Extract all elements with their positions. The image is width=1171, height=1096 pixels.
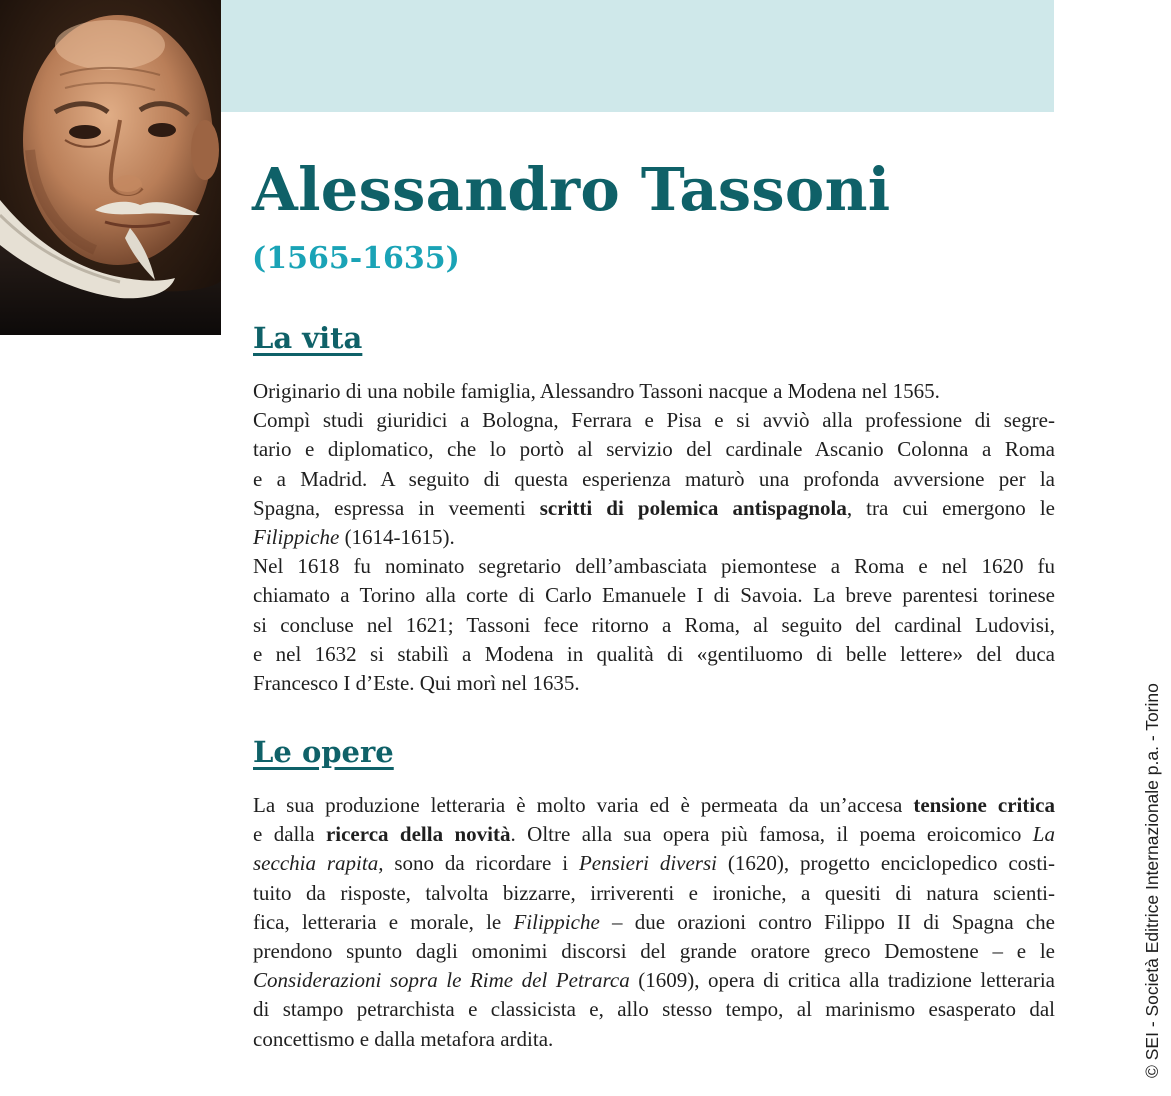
text-run: (1609), opera di critica alla tradizione letteraria — [629, 968, 1055, 993]
text-line — [253, 465, 1055, 494]
text-run: (1620), progetto enciclopedico costi- — [717, 851, 1056, 876]
italic-phrase: Pensieri diversi — [578, 851, 717, 876]
portrait-image — [0, 0, 221, 335]
italic-phrase: Considerazioni sopra le Rime del Petrarca — [253, 968, 630, 993]
text-run: si concluse nel 1621; Tassoni fece ritorno a Roma, al seguito del cardinal Ludovisi, — [253, 612, 1055, 637]
text-run: chiamato a Torino alla corte di Carlo Emanuele I di Savoia. La breve parentesi torinese — [253, 583, 1055, 608]
text-line — [253, 494, 1055, 523]
text-run: Originario di una nobile famiglia, Alessandro Tassoni nacque a Modena nel 1565. — [253, 379, 940, 403]
text-run: sono da ricordare i — [383, 851, 579, 876]
text-line — [253, 640, 1055, 669]
text-run: Compì studi giuridici a Bologna, Ferrara e Pisa e si avviò alla professione di segre- — [253, 408, 1055, 433]
text-line — [253, 523, 1055, 552]
text-run: Nel 1618 fu nominato segretario dell’ambasciata piemontese a Roma e nel 1620 fu — [253, 554, 1055, 579]
text-run: e dalla — [253, 822, 326, 847]
italic-phrase: secchia rapita, — [253, 851, 384, 876]
bold-phrase: ricerca della novità — [325, 822, 511, 847]
text-line — [253, 879, 1055, 908]
text-run: Spagna, espressa in veementi — [253, 495, 540, 520]
text-line — [253, 966, 1055, 995]
text-line — [253, 820, 1055, 849]
text-line — [253, 937, 1055, 966]
text-run: di stampo petrarchista e classicista e, allo stesso tempo, al marinismo esasperato dal — [253, 997, 1055, 1022]
text-line — [253, 552, 1055, 581]
text-run: fica, letteraria e morale, le — [253, 909, 514, 934]
text-line — [253, 611, 1055, 640]
text-line — [253, 581, 1055, 610]
text-run: – due orazioni contro Filippo II di Spagna che — [599, 909, 1055, 934]
text-line — [253, 908, 1055, 937]
text-run: tuito da risposte, talvolta bizzarre, irriverenti e ironiche, a quesiti di natura scienti- — [253, 880, 1055, 905]
header-band — [221, 0, 1054, 112]
italic-phrase: La — [1032, 822, 1055, 847]
text-run: concettismo e dalla metafora ardita. — [253, 1026, 554, 1051]
text-line — [253, 995, 1055, 1024]
text-run: Francesco I d’Este. Qui morì nel 1635. — [253, 671, 580, 696]
text-run: . Oltre alla sua opera più famosa, il poema eroicomico — [510, 822, 1033, 847]
text-line — [253, 406, 1055, 435]
text-run: e a Madrid. A seguito di questa esperienza maturò una profonda avversione per la — [253, 466, 1055, 491]
text-line — [253, 849, 1055, 878]
section-heading-vita: La vita — [253, 321, 363, 355]
text-run: prendono spunto dagli omonimi discorsi del grande oratore greco Demostene – e le — [253, 939, 1055, 964]
vita-text — [253, 377, 1055, 698]
bold-phrase: tensione critica — [913, 793, 1055, 817]
text-run: tario e diplomatico, che lo portò al servizio del cardinale Ascanio Colonna a Roma — [253, 437, 1055, 462]
text-line — [253, 377, 1055, 406]
text-line — [253, 435, 1055, 464]
life-dates: (1565-1635) — [252, 241, 460, 276]
text-run: , tra cui emergono le — [846, 495, 1056, 520]
text-run: (1614-1615). — [339, 525, 455, 550]
italic-phrase: Filippiche — [513, 909, 600, 934]
text-run: e nel 1632 si stabilì a Modena in qualità di «gentiluomo di belle lettere» del duca — [253, 641, 1055, 666]
text-run: La sua produzione letteraria è molto varia ed è permeata da un’accesa — [253, 793, 914, 817]
section-heading-opere: Le opere — [253, 735, 394, 769]
copyright-credit: © SEI - Società Editrice Internazionale p.a. - Torino — [1142, 683, 1162, 1078]
text-line — [253, 669, 1055, 698]
text-line — [253, 791, 1055, 820]
text-line — [253, 1025, 1055, 1054]
italic-phrase: Filippiche — [253, 525, 340, 550]
opere-text — [253, 791, 1055, 1054]
bold-phrase: scritti di polemica antispagnola — [539, 495, 847, 520]
page-title: Alessandro Tassoni — [252, 155, 891, 224]
